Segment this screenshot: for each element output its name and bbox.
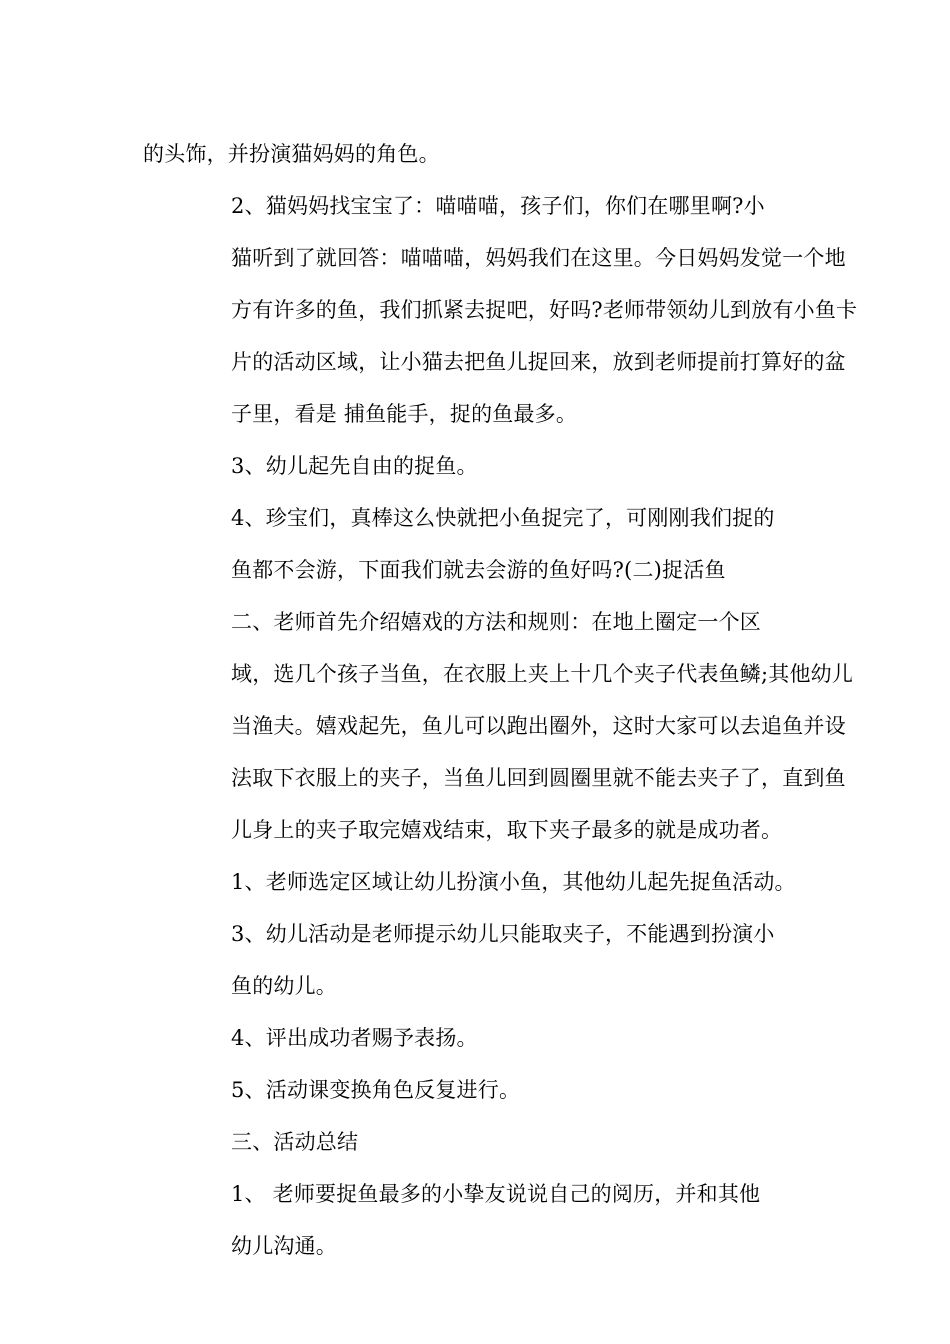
paragraph <box>143 908 813 1012</box>
text-line: 当渔夫。嬉戏起先，鱼儿可以跑出圈外，这时大家可以去追鱼并设 <box>231 714 846 738</box>
text-line: 幼儿沟通。 <box>231 1234 337 1258</box>
text-line: 鱼都不会游，下面我们就去会游的鱼好吗?(二)捉活鱼 <box>231 558 726 582</box>
paragraph <box>143 492 813 596</box>
text-line: 片的活动区域，让小猫去把鱼儿捉回来，放到老师提前打算好的盆 <box>231 350 846 374</box>
text-line: 猫听到了就回答：喵喵喵，妈妈我们在这里。今日妈妈发觉一个地 <box>231 246 846 270</box>
text-line: 3、幼儿活动是老师提示幼儿只能取夹子，不能遇到扮演小 <box>231 922 775 946</box>
text-line: 法取下衣服上的夹子，当鱼儿回到圆圈里就不能去夹子了，直到鱼 <box>231 766 846 790</box>
text-line: 的头饰，并扮演猫妈妈的角色。 <box>143 142 440 166</box>
paragraph <box>143 1064 813 1116</box>
text-line: 2、猫妈妈找宝宝了：喵喵喵，孩子们，你们在哪里啊?小 <box>231 194 765 218</box>
text-line: 1、老师选定区域让幼儿扮演小鱼，其他幼儿起先捉鱼活动。 <box>231 870 796 894</box>
text-line: 鱼的幼儿。 <box>231 974 337 998</box>
paragraph <box>143 1116 813 1168</box>
text-line: 5、活动课变换角色反复进行。 <box>231 1078 521 1102</box>
paragraph <box>143 440 813 492</box>
text-line: 4、珍宝们，真棒这么快就把小鱼捉完了，可刚刚我们捉的 <box>231 506 775 530</box>
paragraph <box>143 1012 813 1064</box>
paragraph <box>143 596 854 856</box>
text-line: 方有许多的鱼，我们抓紧去捉吧，好吗?老师带领幼儿到放有小鱼卡 <box>231 298 858 322</box>
text-line: 三、活动总结 <box>231 1130 359 1154</box>
text-line: 4、评出成功者赐予表扬。 <box>231 1026 478 1050</box>
paragraph <box>143 128 813 180</box>
text-line: 域，选几个孩子当鱼，在衣服上夹上十几个夹子代表鱼鳞;其他幼儿 <box>231 662 854 686</box>
document-body <box>143 128 858 1272</box>
text-line: 3、幼儿起先自由的捉鱼。 <box>231 454 478 478</box>
text-line: 二、老师首先介绍嬉戏的方法和规则：在地上圈定一个区 <box>231 610 761 634</box>
text-line: 1、 老师要捉鱼最多的小挚友说说自己的阅历，并和其他 <box>231 1182 761 1206</box>
paragraph <box>143 180 858 440</box>
paragraph <box>143 1168 813 1272</box>
paragraph <box>143 856 813 908</box>
text-line: 儿身上的夹子取完嬉戏结束，取下夹子最多的就是成功者。 <box>231 818 783 842</box>
text-line: 子里，看是 捕鱼能手，捉的鱼最多。 <box>231 402 578 426</box>
